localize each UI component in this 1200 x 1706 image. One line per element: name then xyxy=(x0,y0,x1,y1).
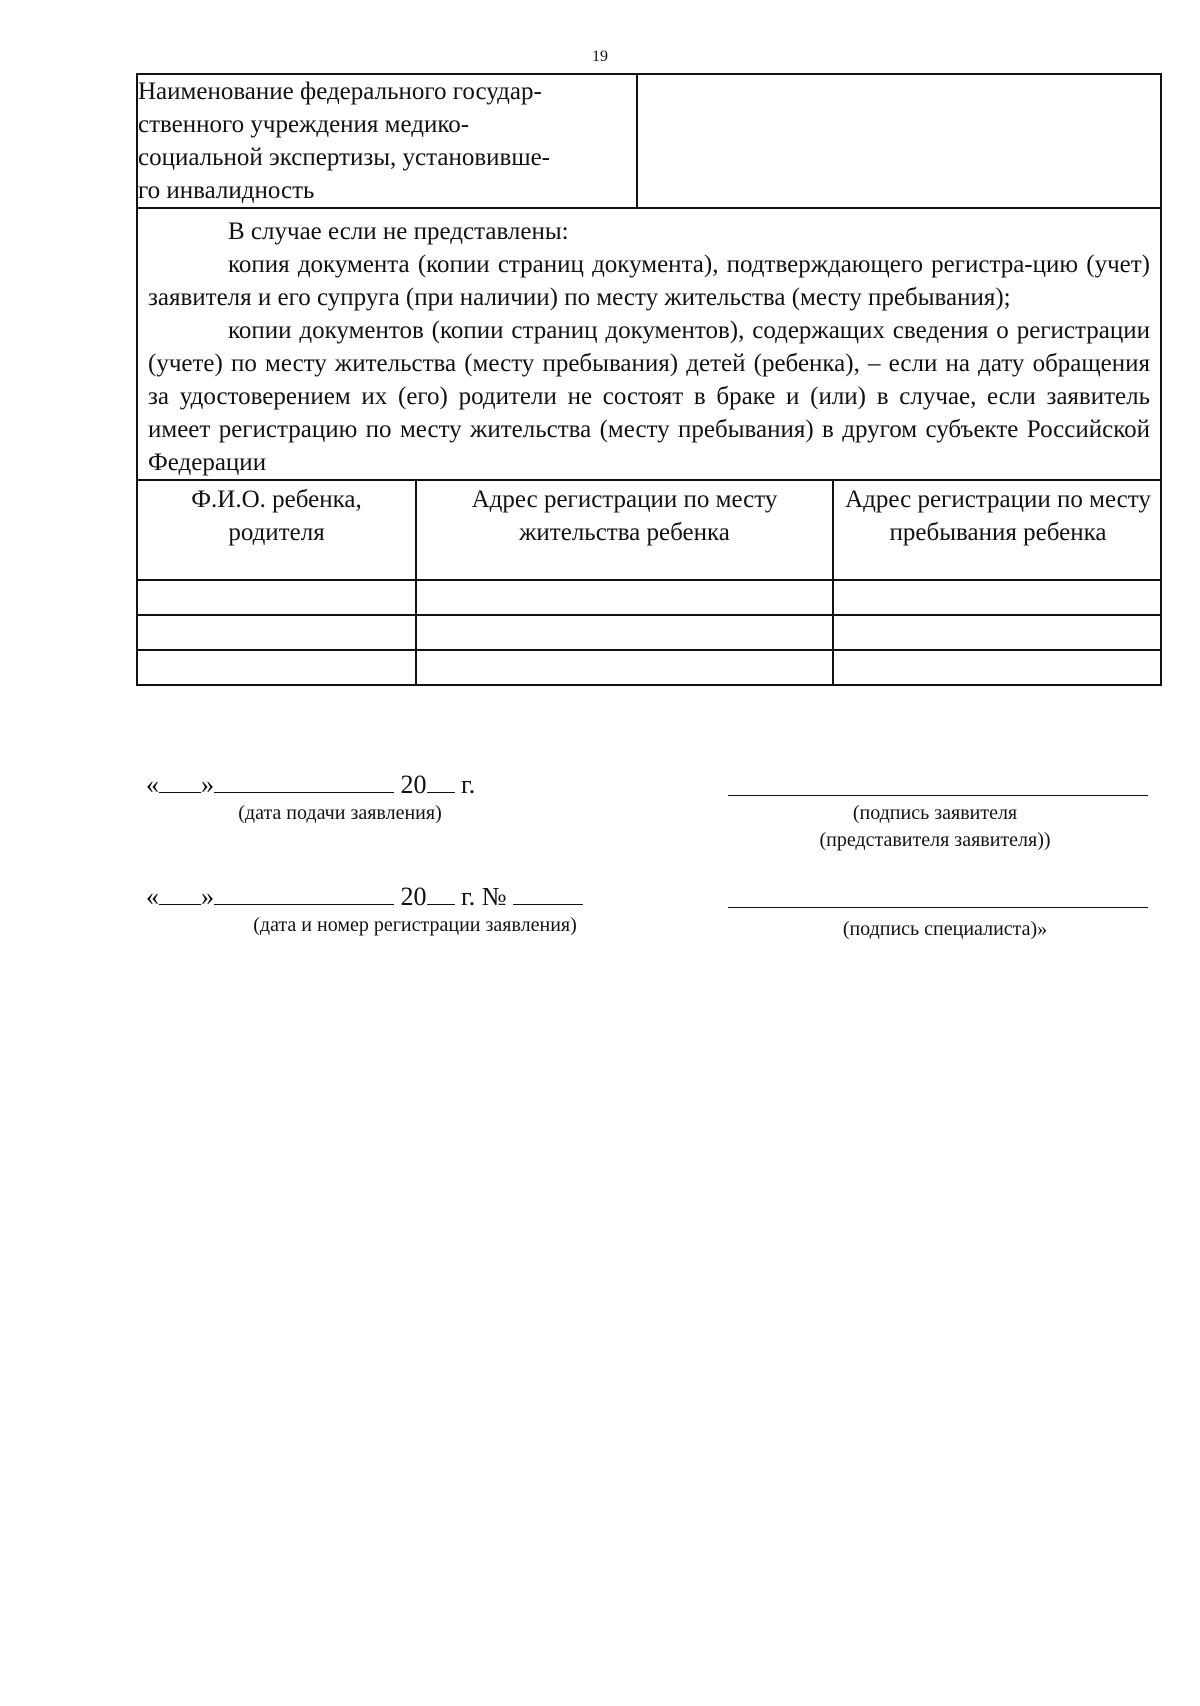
residence-address-cell[interactable] xyxy=(416,615,833,650)
institution-label-line: социальной экспертизы, установивше- xyxy=(138,144,550,171)
month-blank[interactable] xyxy=(214,768,394,793)
notice-item-2: копии документов (копии страниц документов), содержащих сведения о регистрации (учете) по месту жительства (месту пребывания) детей (ребенка), – если на дату обращения за удостоверением их (его) родители не состоят в браке и (или) в случае, если заявитель имеет регистрацию по месту жительства (месту пребывания) в другом субъекте Российской Федерации xyxy=(148,317,1150,476)
applicant-signature-caption xyxy=(760,802,1110,852)
children-table xyxy=(138,479,1162,684)
submission-date-line xyxy=(146,768,475,800)
registration-date-line xyxy=(146,880,583,912)
notice-text xyxy=(138,209,1160,479)
specialist-signature-caption: (подпись специалиста)» xyxy=(842,918,1048,940)
close-quote: » xyxy=(201,882,214,911)
notice-intro: В случае если не представлены: xyxy=(228,218,569,245)
applicant-caption-line-2: (представителя заявителя)) xyxy=(819,829,1051,851)
close-quote: » xyxy=(201,770,214,799)
submission-date-caption: (дата подачи заявления) xyxy=(238,802,442,824)
notice-row xyxy=(137,208,1161,685)
application-form-table xyxy=(136,73,1162,686)
year-prefix: 20 xyxy=(400,770,427,799)
header-stay-address: Адрес регистрации по месту пребывания ребенка xyxy=(833,480,1162,580)
header-child-name: Ф.И.О. ребенка, родителя xyxy=(138,480,416,580)
day-blank[interactable] xyxy=(159,880,201,905)
notice-item-1: копия документа (копии страниц документа), подтверждающего регистра-цию (учет) заявителя и его супруга (при наличии) по месту жительства (месту пребывания); xyxy=(148,251,1150,311)
institution-row xyxy=(137,74,1161,208)
institution-label-line: Наименование федерального государ- xyxy=(138,78,542,105)
institution-label-line: ственного учреждения медико- xyxy=(138,111,470,138)
month-blank[interactable] xyxy=(214,880,394,905)
number-sign: г. № xyxy=(461,882,507,911)
open-quote: « xyxy=(146,882,159,911)
table-row xyxy=(138,580,1162,615)
day-blank[interactable] xyxy=(159,768,201,793)
child-name-cell[interactable] xyxy=(138,580,416,615)
stay-address-cell[interactable] xyxy=(833,580,1162,615)
table-row xyxy=(138,650,1162,684)
stay-address-cell[interactable] xyxy=(833,650,1162,684)
institution-label xyxy=(137,74,637,208)
registration-caption: (дата и номер регистрации заявления) xyxy=(253,914,577,936)
institution-label-line: го инвалидность xyxy=(138,177,315,204)
child-name-cell[interactable] xyxy=(138,615,416,650)
page-number: 19 xyxy=(592,48,608,65)
table-row xyxy=(138,615,1162,650)
year-suffix: г. xyxy=(461,770,476,799)
stay-address-cell[interactable] xyxy=(833,615,1162,650)
child-name-cell[interactable] xyxy=(138,650,416,684)
open-quote: « xyxy=(146,770,159,799)
year-blank[interactable] xyxy=(427,768,455,793)
year-blank[interactable] xyxy=(427,880,455,905)
registration-number-blank[interactable] xyxy=(513,880,583,905)
residence-address-cell[interactable] xyxy=(416,580,833,615)
applicant-signature-line[interactable] xyxy=(728,794,1148,796)
institution-value-field[interactable] xyxy=(637,74,1161,208)
year-prefix: 20 xyxy=(400,882,427,911)
residence-address-cell[interactable] xyxy=(416,650,833,684)
specialist-signature-line[interactable] xyxy=(728,906,1148,908)
header-residence-address: Адрес регистрации по месту жительства ребенка xyxy=(416,480,833,580)
children-table-header xyxy=(138,480,1162,580)
applicant-caption-line-1: (подпись заявителя xyxy=(852,802,1018,824)
